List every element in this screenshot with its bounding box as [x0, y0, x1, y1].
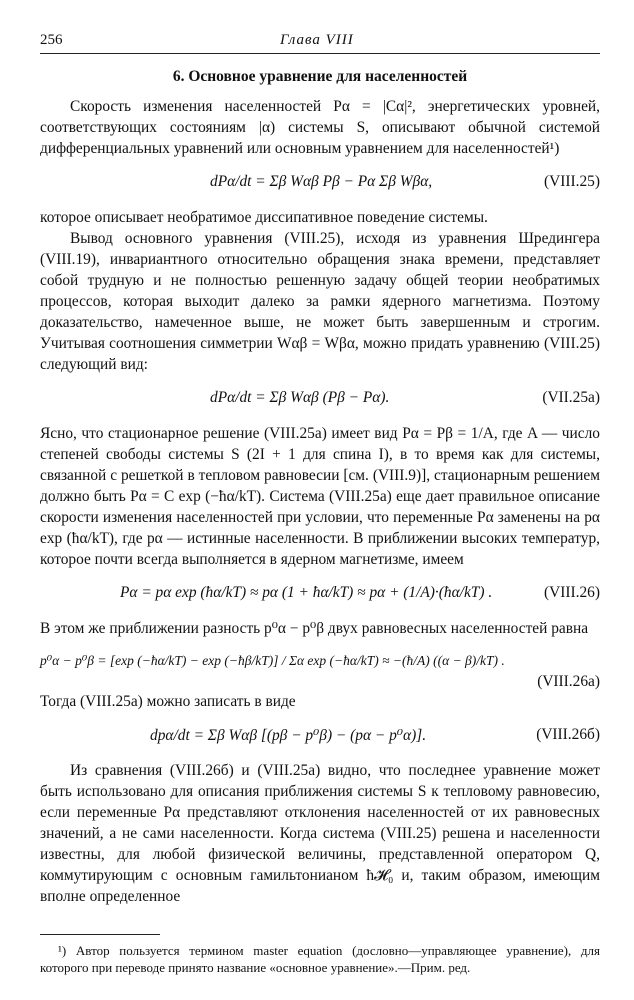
page-number: 256	[40, 32, 63, 48]
running-header	[40, 32, 600, 54]
equation-viii-26b	[40, 716, 600, 756]
paragraph-6: Тогда (VIII.25а) можно записать в виде	[40, 693, 296, 710]
equation-body: dpα/dt = Σβ Wαβ [(pβ − p⁰β) − (pα − p⁰α)].	[150, 727, 427, 744]
equation-body: dPα/dt = Σβ Wαβ Pβ − Pα Σβ Wβα,	[210, 173, 433, 190]
equation-number: (VIII.26б)	[536, 726, 600, 743]
equation-body: dPα/dt = Σβ Wαβ (Pβ − Pα).	[210, 389, 390, 406]
equation-viii-26a	[40, 643, 600, 690]
paragraph-1: Скорость изменения населенностей Pα = |Cα|², энергетических уровней, соответствующих состояниям |α) системы S, описывают обычной системой дифференциальных уравнений или основным уравнением для населенностей¹)	[40, 98, 600, 157]
equation-viii-25	[40, 163, 600, 203]
equation-number: (VIII.26)	[544, 584, 600, 601]
equation-body: Pα = pα exp (ħα/kT) ≈ pα (1 + ħα/kT) ≈ pα + (1/A)·(ħα/kT) .	[120, 584, 493, 601]
paragraph-7: Из сравнения (VIII.26б) и (VIII.25а) видно, что последнее уравнение может быть использовано для описания приближения системы S к тепловому равновесию, если переменные Pα представляют отклонения населенностей от их равновесных значений, а не сами населенности. Когда система (VIII.25) решена и населенности известны, для любой физической величины, представленной оператором Q, коммутирующим с основным гамильтонианом ħ𝓗₀ и, таким образом, имеющим вполне определенное	[40, 762, 600, 905]
equation-number: (VIII.26а)	[537, 673, 600, 690]
section-title: 6. Основное уравнение для населенностей	[172, 68, 468, 85]
paragraph-3: Вывод основного уравнения (VIII.25), исходя из уравнения Шредингера (VIII.19), инвариантного относительно обращения знака времени, представляет собой трудную и не полностью решенную задачу общей теории необратимых процессов, которая выходит далеко за рамки ядерного магнетизма. Поэтому доказательство, намеченное выше, не может быть завершенным и строгим. Учитывая соотношения симметрии Wαβ = Wβα, можно придать уравнению (VIII.25) следующий вид:	[40, 230, 600, 373]
paragraph-2: которое описывает необратимое диссипативное поведение системы.	[40, 209, 488, 226]
paragraph-5: В этом же приближении разность p⁰α − p⁰β двух равновесных населенностей равна	[40, 620, 589, 637]
footnote: ¹) Автор пользуется термином master equation (дословно—управляющее уравнение), для которого при переводе принято название «основное уравнение».—Прим. ред.	[40, 943, 600, 975]
equation-body: p⁰α − p⁰β = [exp (−ħα/kT) − exp (−ħβ/kT)] / Σα exp (−ħα/kT) ≈ −(ħ/A) ((α − β)/kT) .	[40, 653, 505, 668]
footnote-rule	[40, 934, 160, 935]
equation-number: (VII.25а)	[542, 389, 600, 406]
chapter-title: Глава VIII	[280, 32, 354, 48]
equation-viii-26	[40, 574, 600, 614]
paragraph-4: Ясно, что стационарное решение (VIII.25а) имеет вид Pα = Pβ = 1/A, где A — число степеней свободы системы S (2I + 1 для спина I), в то время как для системы, связанной с решеткой в тепловом равновесии [см. (VIII.9)], стационарным решением должно быть Pα = C exp (−ħα/kT). Система (VIII.25а) еще дает правильное описание скорости изменения населенностей при условии, что переменные Pα заменены на pα exp (ħα/kT), где pα — истинные населенности. В приближении высоких температур, которое почти всегда выполняется в ядерном магнетизме, имеем	[40, 425, 600, 568]
equation-number: (VIII.25)	[544, 173, 600, 190]
header-rule	[40, 53, 600, 54]
equation-vii-25a	[40, 379, 600, 419]
page	[40, 32, 600, 975]
